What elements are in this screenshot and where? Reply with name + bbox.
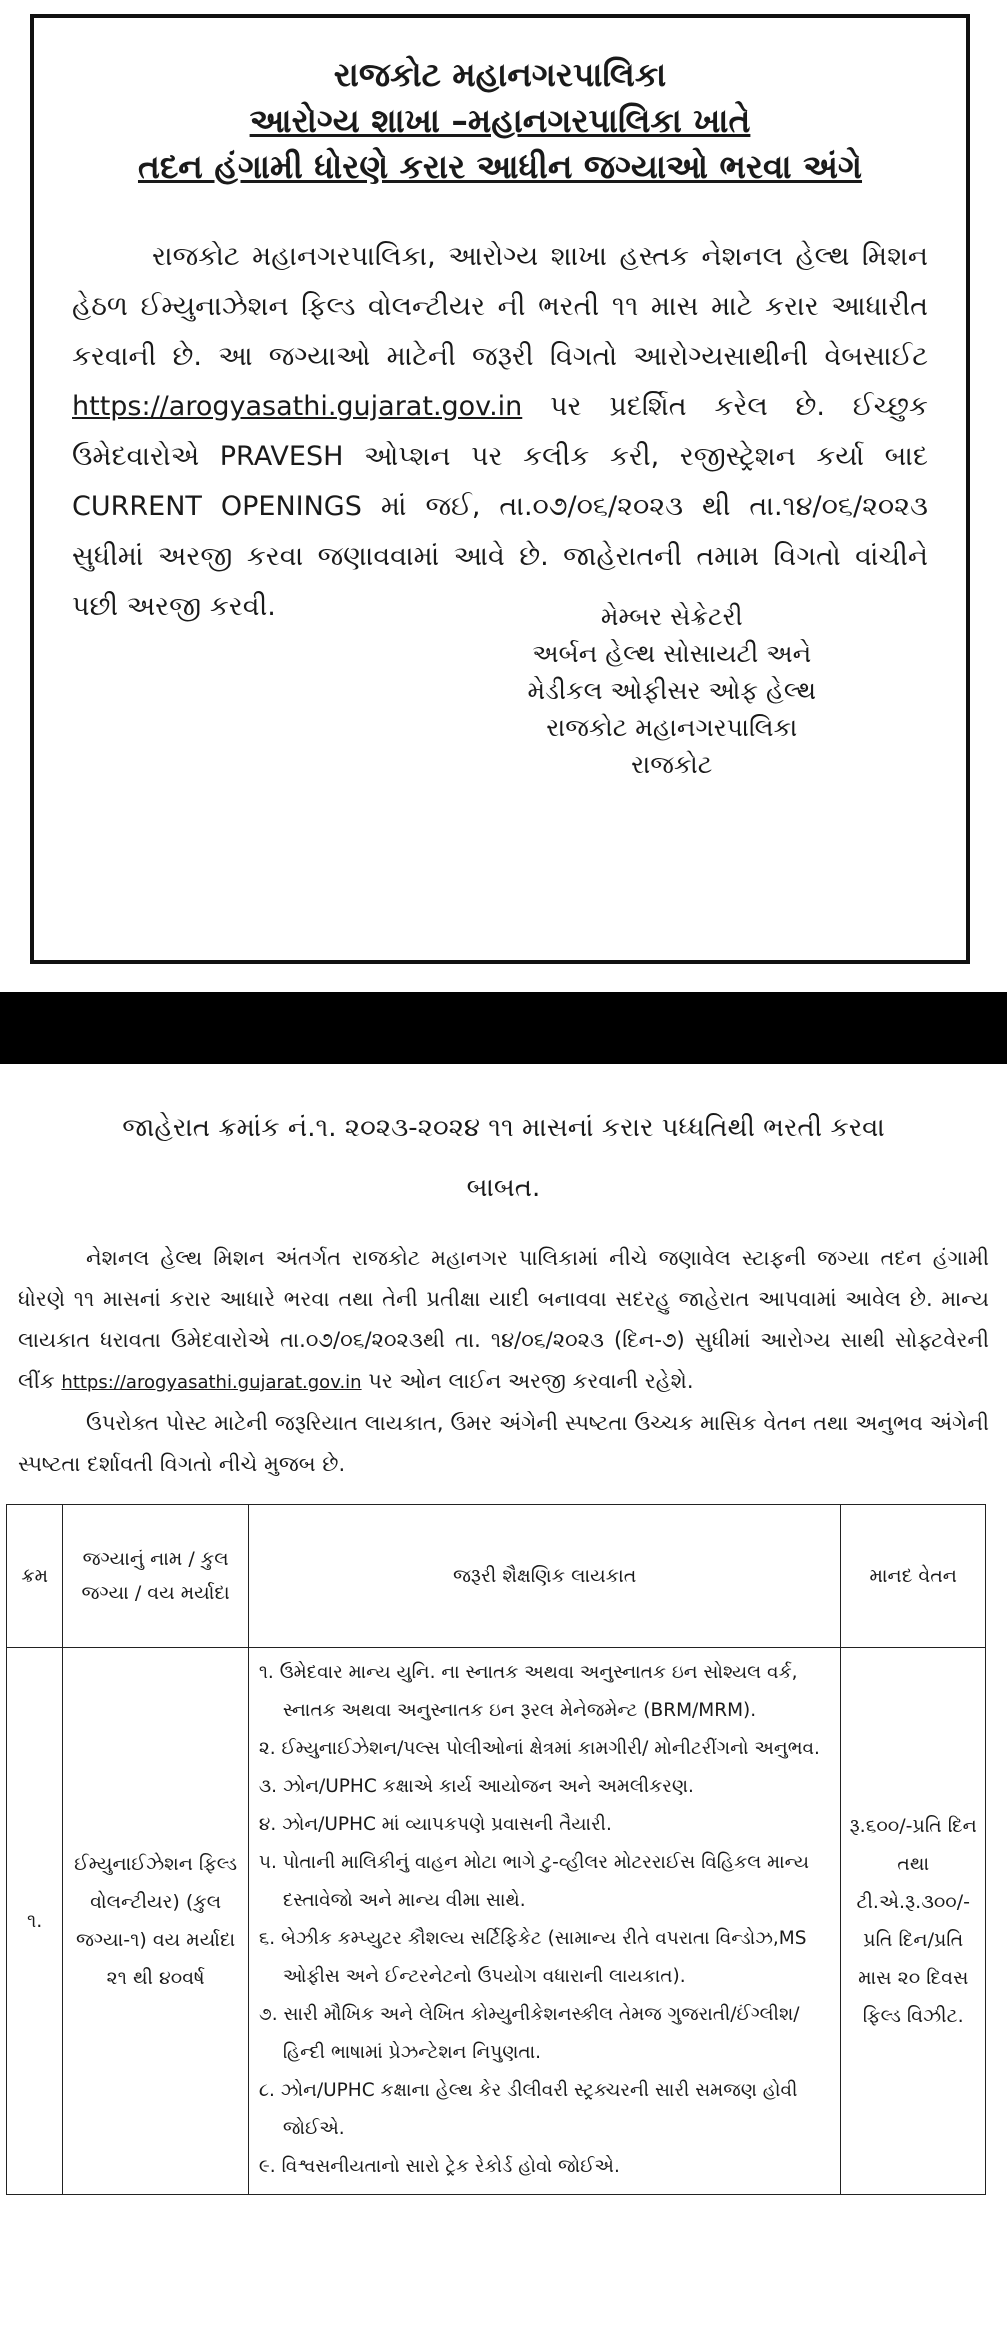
qualification-item: [259, 1768, 835, 1806]
qualification-number: ૬.: [258, 1928, 276, 1949]
qualification-item: [259, 1844, 835, 1920]
row-qualifications: [248, 1648, 841, 2195]
signature-line: અર્બન હેલ્થ સોસાયટી અને: [532, 639, 812, 668]
qualification-text: સારી મૌખિક અને લેખિત કોમ્યુનીકેશનસ્કીલ તેમજ ગુજરાતી/ઈંગ્લીશ/હિન્દી ભાષામાં પ્રેઝન્ટેશન નિપુણતા.: [282, 2004, 800, 2063]
advertisement-paragraph-text: નેશનલ હેલ્થ મિશન અંતર્ગત રાજકોટ મહાનગર પાલિકામાં નીચે જણાવેલ સ્ટાફની જગ્યા તદન હંગામી ધોરણે ૧૧ માસનાં કરાર આધારે ભરવા તથા તેની પ્રતીક્ષા યાદી બનાવવા સદરહુ જાહેરાત આપવામાં આવેલ છે. માન્ય લાયકાત ધરાવતા ઉમેદવારોએ તા.૦૭/૦૬/૨૦૨૩થી તા. ૧૪/૦૬/૨૦૨૩ (દિન-૭) સુધીમાં આરોગ્ય સાથી સોફ્ટવેરની લીંક: [18, 1246, 989, 1393]
signature-line: મેડીકલ ઓફીસર ઓફ હેલ્થ: [527, 676, 816, 705]
qualification-text: ઝોન/UPHC કક્ષાએ કાર્ય આયોજન અને અમલીકરણ.: [282, 1776, 694, 1797]
page-divider: [0, 992, 1007, 1064]
advertisement-details-paragraph: ઉપરોક્ત પોસ્ટ માટેની જરૂરિયાત લાયકાત, ઉમર અંગેની સ્પષ્ટતા ઉચ્ચક માસિક વેતન તથા અનુભવ અંગેની સ્પષ્ટતા દર્શાવતી વિગતો નીચે મુજબ છે.: [18, 1411, 989, 1476]
qualification-text: પોતાની માલિકીનું વાહન મોટા ભાગે ટુ-વ્હીલર મોટરરાઈસ વિહિકલ માન્ય દસ્તાવેજો અને માન્ય વીમા સાથે.: [282, 1852, 810, 1911]
advertisement-page: [0, 1064, 1007, 2342]
qualification-item: [259, 2148, 835, 2186]
notice-body-text: રાજકોટ મહાનગરપાલિકા, આરોગ્ય શાખા હસ્તક નેશનલ હેલ્થ મિશન હેઠળ ઈમ્યુનાઝેશન ફિલ્ડ વોલન્ટીયર ની ભરતી ૧૧ માસ માટે કરાર આધારીત કરવાની છે. આ જગ્યાઓ માટેની જરૂરી વિગતો આરોગ્યસાથીની વેબસાઈટ: [72, 241, 928, 372]
qualification-number: ૪.: [258, 1814, 277, 1835]
qualification-item: [259, 2072, 835, 2148]
advertisement-website-link[interactable]: https://arogyasathi.gujarat.gov.in: [61, 1372, 362, 1393]
table-row: [7, 1648, 986, 2195]
qualification-item: [259, 1730, 835, 1768]
advertisement-heading: જાહેરાત ક્રમાંક નં.૧. ૨૦૨૩-૨૦૨૪ ૧૧ માસનાં કરાર પધ્ધતિથી ભરતી કરવા: [122, 1113, 885, 1143]
row-post-name: ઈમ્યુનાઈઝેશન ફિલ્ડ વોલન્ટીયર) (કુલ જગ્યા-૧) વય મર્યાદા ૨૧ થી ૪૦વર્ષ: [63, 1648, 249, 2195]
qualification-number: ૭.: [258, 2004, 278, 2025]
notice-title: રાજકોટ મહાનગરપાલિકા: [333, 55, 667, 94]
qualification-text: ઈમ્યુનાઈઝેશન/પલ્સ પોલીઓનાં ક્ષેત્રમાં કામગીરી/ મોનીટરીંગનો અનુભવ.: [281, 1738, 820, 1759]
notice-website-link[interactable]: https://arogyasathi.gujarat.gov.in: [72, 391, 523, 422]
notice-body-text-continued: પર પ્રદર્શિત કરેલ છે. ઈચ્છુક ઉમેદવારોએ PRAVESH ઓપ્શન પર કલીક કરી, રજીસ્ટ્રેશન કર્યા બાદ CURRENT OPENINGS માં જઈ, તા.૦૭/૦૬/૨૦૨૩ થી તા.૧૪/૦૬/૨૦૨૩ સુધીમાં અરજી કરવા જણાવવામાં આવે છે. જાહેરાતની તમામ વિગતો વાંચીને પછી અરજી કરવી.: [72, 391, 928, 622]
row-pay: રૂ.૬૦૦/-પ્રતિ દિન તથા ટી.એ.રૂ.૩૦૦/- પ્રતિ દિન/પ્રતિ માસ ૨૦ દિવસ ફિલ્ડ વિઝીટ.: [841, 1648, 986, 2195]
qualification-number: ૯.: [258, 2156, 276, 2177]
qualification-number: ૩.: [258, 1776, 278, 1797]
advertisement-heading-continued: બાબત.: [466, 1173, 541, 1203]
header-serial: ક્રમ: [7, 1505, 63, 1648]
header-pay: માનદ વેતન: [841, 1505, 986, 1648]
qualification-text: વિશ્વસનીયતાનો સારો ટ્રેક રેકોર્ડ હોવો જોઈએ.: [281, 2156, 620, 2177]
advertisement-paragraph-text-continued: પર ઓન લાઈન અરજી કરવાની રહેશે.: [368, 1369, 694, 1393]
notice-subject: તદન હંગામી ધોરણે કરાર આધીન જગ્યાઓ ભરવા અંગે: [137, 147, 863, 186]
qualification-number: ૮.: [258, 2080, 275, 2101]
recruitment-notice: [30, 14, 970, 964]
qualification-item: [259, 1806, 835, 1844]
qualification-number: ૧.: [258, 1662, 274, 1683]
qualification-text: ઝોન/UPHC કક્ષાના હેલ્થ કેર ડીલીવરી સ્ટ્રક્ચરની સારી સમજણ હોવી જોઈએ.: [280, 2080, 798, 2139]
qualification-text: બેઝીક કમ્પ્યુટર કૌશલ્ય સર્ટિફિકેટ (સામાન્ય રીતે વપરાતા વિન્ડોઝ,MS ઓફીસ અને ઈન્ટરનેટનો ઉપયોગ વધારાની લાયકાત).: [280, 1928, 807, 1987]
header-qualification: જરૂરી શૈક્ષણિક લાયકાત: [248, 1505, 841, 1648]
notice-subtitle: આરોગ્ય શાખા –મહાનગરપાલિકા ખાતે: [249, 101, 751, 140]
qualification-number: ૫.: [258, 1852, 277, 1873]
qualification-item: [259, 1920, 835, 1996]
header-post-name: જગ્યાનું નામ / કુલ જગ્યા / વય મર્યાદા: [63, 1505, 249, 1648]
qualification-number: ૨.: [258, 1738, 276, 1759]
posts-table: [6, 1504, 986, 2195]
signature-line: રાજકોટ: [631, 750, 713, 779]
qualification-list: [259, 1654, 835, 2186]
table-header-row: [7, 1505, 986, 1648]
qualification-text: ઝોન/UPHC માં વ્યાપકપણે પ્રવાસની તૈયારી.: [282, 1814, 612, 1835]
signature-block: [528, 598, 817, 783]
advertisement-paragraph: [18, 1238, 989, 1485]
signature-line: રાજકોટ મહાનગરપાલિકા: [546, 713, 798, 742]
qualification-item: [259, 1654, 835, 1730]
qualification-item: [259, 1996, 835, 2072]
notice-body: [72, 232, 928, 632]
signature-line: મેમ્બર સેક્રેટરી: [600, 602, 743, 631]
row-serial: ૧.: [7, 1648, 63, 2195]
qualification-text: ઉમેદવાર માન્ય યુનિ. ના સ્નાતક અથવા અનુસ્નાતક ઇન સોશ્યલ વર્ક, સ્નાતક અથવા અનુસ્નાતક ઇન રૂરલ મેનેજમેન્ટ (BRM/MRM).: [279, 1662, 798, 1721]
